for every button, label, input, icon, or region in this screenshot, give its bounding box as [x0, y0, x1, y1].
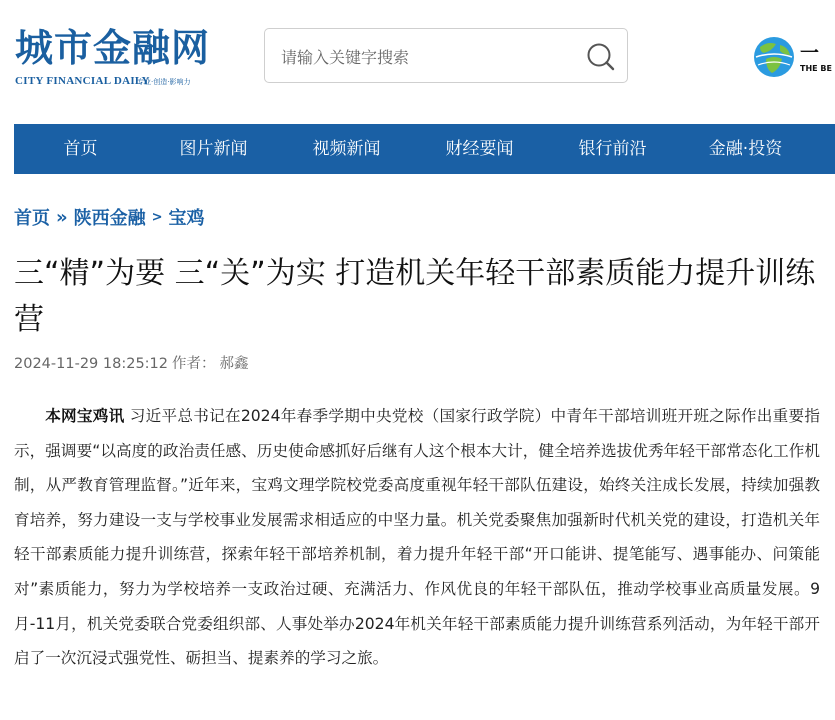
search-icon[interactable] [585, 41, 617, 73]
nav-item-photo-news[interactable]: 图片新闻 [179, 139, 248, 159]
partner-logo[interactable] [752, 34, 835, 80]
site-logo[interactable]: 城市金融网 [15, 25, 211, 70]
article-lead: 本网宝鸡讯 [45, 407, 125, 425]
article-body [14, 399, 820, 676]
logo-subtitle: CITY FINANCIAL DAILY [15, 75, 150, 87]
breadcrumb-separator: > [151, 209, 163, 225]
breadcrumb-home[interactable]: 首页 [14, 208, 50, 229]
logo-slogan: 专业·创造·影响力 [137, 78, 191, 86]
search-box [264, 28, 628, 83]
nav-item-finance-news[interactable]: 财经要闻 [445, 139, 514, 159]
article-datetime: 2024-11-29 18:25:12 [14, 356, 168, 372]
site-header [0, 0, 835, 110]
nav-item-video-news[interactable]: 视频新闻 [312, 139, 381, 159]
breadcrumb [14, 204, 205, 230]
nav-item-investment[interactable]: 金融·投资 [708, 139, 783, 159]
nav-item-banking[interactable]: 银行前沿 [578, 139, 647, 159]
article-author: 郝鑫 [219, 356, 249, 372]
breadcrumb-subcategory[interactable]: 宝鸡 [168, 208, 205, 229]
search-input[interactable] [279, 43, 573, 71]
globe-icon [752, 35, 796, 79]
article-body-text: 习近平总书记在2024年春季学期中央党校（国家行政学院）中青年干部培训班开班之际作出重要指示，强调要“以高度的政治责任感、历史使命感抓好后继有人这个根本大计，健全培养选拔优秀年轻干部常态化工作机制，从严教育管理监督。”近年来，宝鸡文理学院校党委高度重视年轻干部队伍建设，始终关注成长发展，持续加强教育培养，努力建设一支与学校事业发展需求相适应的中坚力量。机关党委聚焦加强新时代机关党的建设，打造机关年轻干部素质能力提升训练营，探索年轻干部培养机制，着力提升年轻干部“开口能讲、提笔能写、遇事能办、问策能对”素质能力，努力为学校培养一支政治过硬、充满活力、作风优良的年轻干部队伍，推动学校事业高质量发展。9月-11月，机关党委联合党委组织部、人事处举办2024年机关年轻干部素质能力提升训练营系列活动，为年轻干部开启了一次沉浸式强党性、砺担当、提素养的学习之旅。 [14, 407, 820, 668]
breadcrumb-separator: » [56, 206, 68, 228]
article-meta [14, 352, 253, 373]
author-label: 作者： [172, 356, 216, 372]
partner-subtitle: THE BE [800, 64, 832, 73]
article-title: 三“精”为要 三“关”为实 打造机关年轻干部素质能力提升训练营 [14, 256, 816, 337]
main-nav [14, 124, 835, 174]
nav-item-home[interactable]: 首页 [63, 139, 98, 159]
breadcrumb-category[interactable]: 陕西金融 [73, 208, 146, 229]
partner-name: 一 [800, 42, 820, 64]
